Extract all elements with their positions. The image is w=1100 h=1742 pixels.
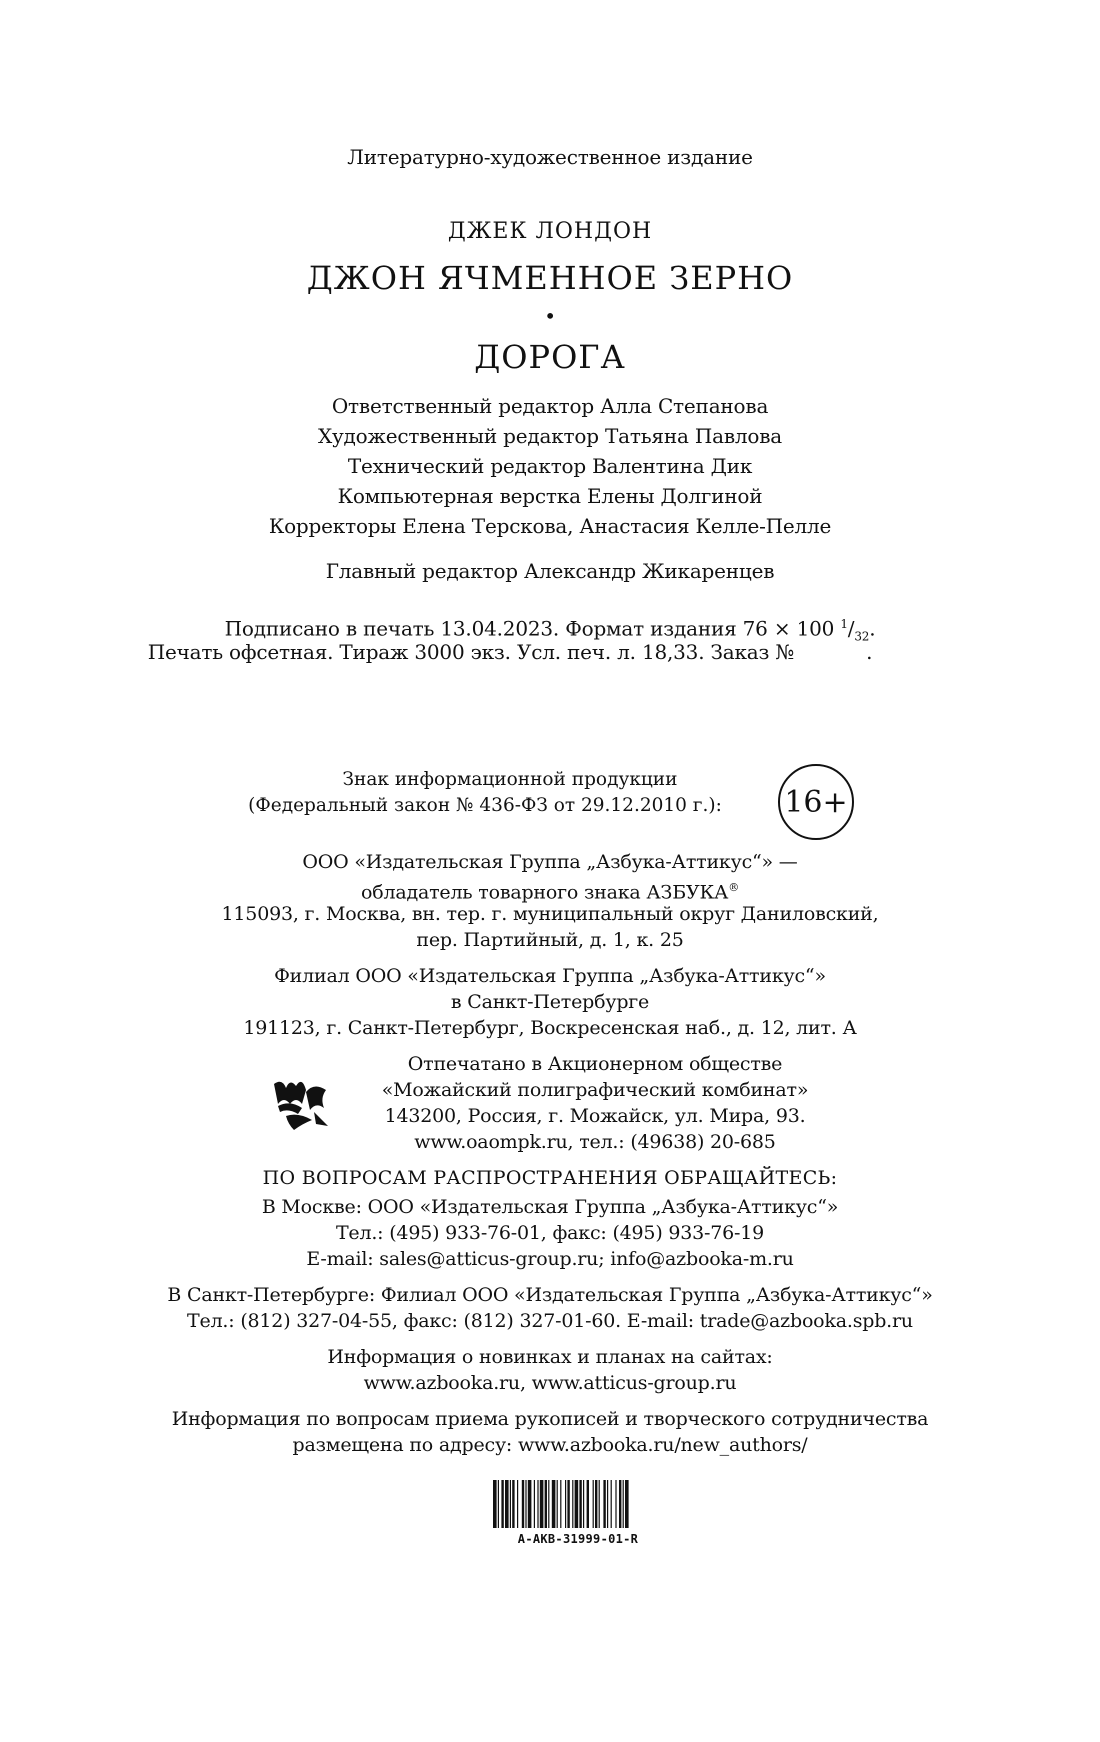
barcode-bar bbox=[603, 1480, 605, 1528]
barcode-bar bbox=[593, 1480, 594, 1528]
barcode-bar bbox=[557, 1480, 558, 1528]
barcode-bar bbox=[540, 1480, 544, 1528]
book-title-secondary: ДОРОГА bbox=[474, 338, 626, 376]
barcode-bar bbox=[512, 1480, 514, 1528]
barcode-bar bbox=[548, 1480, 549, 1528]
barcode-bar bbox=[545, 1480, 547, 1528]
barcode-bar bbox=[572, 1480, 573, 1528]
barcode-bar bbox=[534, 1480, 535, 1528]
barcode-bar bbox=[587, 1480, 589, 1528]
manuscripts-line-2: размещена по адресу: www.azbooka.ru/new_authors/ bbox=[292, 1434, 808, 1456]
credit-line: Художественный редактор Татьяна Павлова bbox=[317, 424, 783, 448]
print-info-line-2 bbox=[0, 640, 1060, 664]
title-separator: • bbox=[544, 304, 556, 328]
printer-address: 143200, Россия, г. Можайск, ул. Мира, 93. bbox=[384, 1105, 806, 1127]
distribution-moscow-1: В Москве: ООО «Издательская Группа „Азбука-Аттикус“» bbox=[261, 1196, 839, 1218]
info-product-sign bbox=[0, 764, 1100, 834]
chief-editor: Главный редактор Александр Жикаренцев bbox=[325, 559, 775, 583]
distribution-spb-2: Тел.: (812) 327-04-55, факс: (812) 327-01-60. E-mail: trade@azbooka.spb.ru bbox=[187, 1310, 913, 1332]
print-info-end: . bbox=[869, 616, 876, 641]
barcode-bar bbox=[525, 1480, 526, 1528]
branch-address: 191123, г. Санкт-Петербург, Воскресенская наб., д. 12, лит. А bbox=[243, 1017, 857, 1039]
info-sign-law: (Федеральный закон № 436-ФЗ от 29.12.2010 г.): bbox=[248, 795, 722, 816]
barcode-bar bbox=[510, 1480, 511, 1528]
websites-line-1: Информация о новинках и планах на сайтах: bbox=[327, 1346, 773, 1368]
registered-mark: ® bbox=[728, 881, 739, 894]
barcode-bar bbox=[505, 1480, 509, 1528]
barcode-bar bbox=[552, 1480, 556, 1528]
barcode-bar bbox=[619, 1480, 621, 1528]
print-info-line2-end: . bbox=[866, 640, 873, 664]
publisher-address-2: пер. Партийный, д. 1, к. 25 bbox=[416, 929, 684, 951]
barcode-bar bbox=[595, 1480, 597, 1528]
print-info-order: Печать офсетная. Тираж 3000 экз. Усл. печ. л. 18,33. Заказ № bbox=[147, 640, 795, 664]
barcode-bar bbox=[579, 1480, 581, 1528]
printer-line-1: Отпечатано в Акционерном обществе bbox=[407, 1053, 783, 1075]
barcode-bar bbox=[583, 1480, 584, 1528]
manuscripts-line-1: Информация по вопросам приема рукописей и творческого сотрудничества bbox=[171, 1408, 929, 1430]
barcode-bar bbox=[623, 1480, 624, 1528]
publisher-address-1: 115093, г. Москва, вн. тер. г. муниципальный округ Даниловский, bbox=[221, 903, 879, 925]
distribution-spb-1: В Санкт-Петербурге: Филиал ООО «Издательская Группа „Азбука-Аттикус“» bbox=[167, 1284, 933, 1306]
distribution-moscow-2: Тел.: (495) 933-76-01, факс: (495) 933-76-19 bbox=[335, 1222, 765, 1244]
publisher-line-1: ООО «Издательская Группа „Азбука-Аттикус“» — bbox=[302, 851, 798, 873]
distribution-moscow-3: E-mail: sales@atticus-group.ru; info@azbooka-m.ru bbox=[306, 1248, 794, 1270]
barcode-bar bbox=[565, 1480, 566, 1528]
barcode-bar bbox=[498, 1480, 499, 1528]
credit-line: Ответственный редактор Алла Степанова bbox=[331, 394, 769, 418]
credit-line: Технический редактор Валентина Дик bbox=[347, 454, 753, 478]
barcode-bar bbox=[537, 1480, 538, 1528]
barcode-bar bbox=[493, 1480, 497, 1528]
distribution-heading: ПО ВОПРОСАМ РАСПРОСТРАНЕНИЯ ОБРАЩАЙТЕСЬ: bbox=[262, 1167, 838, 1189]
print-info-text: Подписано в печать 13.04.2023. Формат издания 76 × 100 bbox=[224, 616, 841, 641]
barcode-icon bbox=[493, 1480, 663, 1528]
barcode-bar bbox=[560, 1480, 561, 1528]
branch-line-2: в Санкт-Петербурге bbox=[450, 991, 650, 1013]
format-slash: / bbox=[847, 616, 855, 641]
publisher-trademark-text: обладатель товарного знака АЗБУКА bbox=[360, 881, 729, 904]
printer-line-2: «Можайский полиграфический комбинат» bbox=[381, 1079, 809, 1101]
format-numerator: 1 bbox=[840, 617, 848, 631]
printer-contacts: www.oaompk.ru, тел.: (49638) 20-685 bbox=[414, 1131, 776, 1153]
barcode-bar bbox=[607, 1480, 608, 1528]
barcode-bar bbox=[625, 1480, 629, 1528]
credit-line: Компьютерная верстка Елены Долгиной bbox=[337, 484, 763, 508]
barcode-bar bbox=[522, 1480, 524, 1528]
barcode-bar bbox=[599, 1480, 600, 1528]
barcode-bar bbox=[615, 1480, 616, 1528]
barcode-bar bbox=[517, 1480, 518, 1528]
info-sign-label: Знак информационной продукции bbox=[342, 769, 678, 790]
websites-line-2: www.azbooka.ru, www.atticus-group.ru bbox=[363, 1372, 737, 1394]
publisher-line-2 bbox=[0, 876, 1100, 904]
age-rating-badge: 16+ bbox=[778, 764, 854, 840]
edition-type: Литературно-художественное издание bbox=[347, 145, 753, 169]
book-title-primary: ДЖОН ЯЧМЕННОЕ ЗЕРНО bbox=[306, 259, 794, 297]
barcode-label: A-AKB-31999-01-R bbox=[517, 1532, 639, 1546]
barcode-bar bbox=[528, 1480, 532, 1528]
barcode-bar bbox=[501, 1480, 503, 1528]
format-denominator: 32 bbox=[854, 629, 870, 644]
barcode bbox=[493, 1480, 663, 1552]
author-name: ДЖЕК ЛОНДОН bbox=[447, 219, 653, 244]
barcode-bar bbox=[611, 1480, 612, 1528]
barcode-bar bbox=[575, 1480, 579, 1528]
branch-line-1: Филиал ООО «Издательская Группа „Азбука-Аттикус“» bbox=[274, 965, 826, 987]
mpk-printer-logo-icon bbox=[272, 1074, 332, 1132]
barcode-bar bbox=[567, 1480, 569, 1528]
credit-line: Корректоры Елена Терскова, Анастасия Келле-Пелле bbox=[268, 514, 832, 538]
